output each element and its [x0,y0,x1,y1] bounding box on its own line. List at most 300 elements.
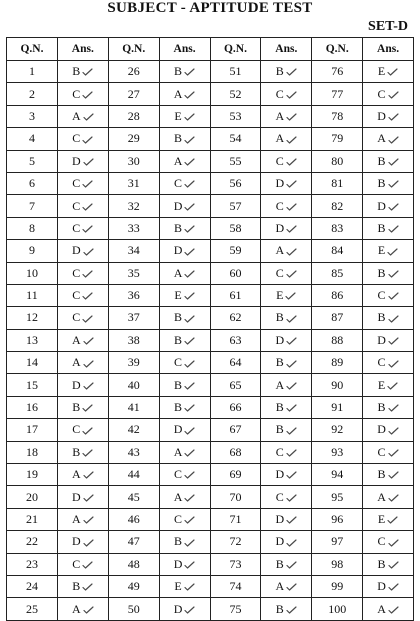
table-row [7,396,414,418]
check-mark-icon [184,561,195,569]
question-number: 65 [210,374,261,396]
question-number: 76 [312,61,363,83]
answer-cell [57,262,108,284]
header-qn: Q.N. [7,38,58,61]
answer-cell [363,575,414,597]
question-number: 4 [7,128,58,150]
answer-cell [159,329,210,351]
question-number: 72 [210,531,261,553]
table-row [7,195,414,217]
answer-cell [57,575,108,597]
answer-letter: A [173,444,183,459]
answer-letter: B [377,467,386,482]
question-number: 20 [7,486,58,508]
table-row [7,486,414,508]
question-number: 12 [7,307,58,329]
check-mark-icon [388,337,399,345]
answer-cell [57,553,108,575]
answer-cell [159,128,210,150]
answer-letter: C [72,422,81,437]
check-mark-icon [83,382,94,390]
question-number: 90 [312,374,363,396]
answer-cell [159,172,210,194]
answer-cell [261,172,312,194]
answer-letter: C [275,86,284,101]
check-mark-icon [82,404,93,412]
question-number: 53 [210,105,261,127]
answer-letter: B [174,377,183,392]
question-number: 61 [210,284,261,306]
check-mark-icon [286,516,297,524]
answer-letter: D [275,512,285,526]
check-mark-icon [387,382,398,390]
answer-cell [363,195,414,217]
question-number: 47 [108,531,159,553]
answer-letter: C [174,467,183,482]
answer-letter: A [275,131,285,146]
answer-letter: D [377,198,386,213]
check-mark-icon [388,561,399,569]
check-mark-icon [388,583,399,591]
answer-cell [363,352,414,374]
check-mark-icon [388,225,399,233]
question-number: 28 [108,105,159,127]
question-number: 1 [7,61,58,83]
question-number: 95 [312,486,363,508]
answer-cell [363,531,414,553]
check-mark-icon [286,449,297,457]
answer-cell [261,217,312,239]
question-number: 44 [108,464,159,486]
check-mark-icon [286,180,297,188]
answer-cell [57,531,108,553]
table-row [7,575,414,597]
check-mark-icon [184,315,195,323]
check-mark-icon [83,337,94,345]
answer-cell [363,150,414,172]
answer-letter: D [377,332,386,347]
question-number: 33 [108,217,159,239]
answer-letter: D [275,534,285,549]
answer-cell [363,486,414,508]
check-mark-icon [388,315,399,323]
answer-cell [159,464,210,486]
check-mark-icon [184,516,195,524]
answer-cell [363,329,414,351]
check-mark-icon [388,360,399,368]
answer-letter: B [72,64,81,79]
question-number: 42 [108,419,159,441]
question-number: 30 [108,150,159,172]
answer-cell [261,553,312,575]
page-title: SUBJECT - APTITUDE TEST [107,0,313,16]
answer-cell [159,508,210,530]
check-mark-icon [184,292,195,300]
table-row [7,419,414,441]
table-row [7,531,414,553]
answer-letter: B [275,556,284,571]
answer-letter: E [377,377,386,392]
check-mark-icon [286,68,297,76]
answer-cell [363,598,414,620]
answer-letter: C [72,556,81,571]
check-mark-icon [184,449,195,457]
header-ans: Ans. [363,38,414,61]
answer-letter: A [173,153,183,168]
question-number: 36 [108,284,159,306]
answer-cell [261,61,312,83]
answer-cell [261,419,312,441]
table-row [7,598,414,620]
check-mark-icon [83,158,94,166]
answer-cell [159,419,210,441]
answer-letter: C [72,220,81,235]
answer-letter: C [275,489,284,504]
answer-cell [261,105,312,127]
check-mark-icon [83,248,94,256]
question-number: 73 [210,553,261,575]
answer-cell [363,553,414,575]
answer-cell [57,240,108,262]
answer-letter: B [275,64,284,79]
answer-cell [261,598,312,620]
answer-letter: D [377,579,386,594]
check-mark-icon [184,471,195,479]
answer-cell [363,83,414,105]
question-number: 66 [210,396,261,418]
check-mark-icon [184,91,195,99]
question-number: 89 [312,352,363,374]
answer-letter: C [275,265,284,280]
answer-cell [57,128,108,150]
answer-letter: D [173,198,183,213]
question-number: 15 [7,374,58,396]
check-mark-icon [184,248,195,256]
answer-cell [261,195,312,217]
table-row [7,217,414,239]
question-number: 16 [7,396,58,418]
check-mark-icon [184,203,195,211]
question-number: 92 [312,419,363,441]
answer-cell [159,150,210,172]
table-row [7,307,414,329]
answer-letter: A [275,243,285,258]
question-number: 37 [108,307,159,329]
table-row [7,240,414,262]
question-number: 86 [312,284,363,306]
check-mark-icon [184,225,195,233]
answer-letter: A [71,467,81,482]
answer-letter: D [71,489,81,504]
question-number: 41 [108,396,159,418]
question-number: 83 [312,217,363,239]
question-number: 24 [7,575,58,597]
question-number: 3 [7,105,58,127]
answer-cell [159,262,210,284]
answer-cell [261,150,312,172]
question-number: 78 [312,105,363,127]
question-number: 100 [312,598,363,620]
check-mark-icon [184,382,195,390]
answer-cell [57,441,108,463]
answer-letter: A [275,108,285,123]
question-number: 85 [312,262,363,284]
answer-letter: C [275,444,284,459]
answer-letter: D [173,601,183,616]
answer-cell [57,464,108,486]
check-mark-icon [184,337,195,345]
question-number: 18 [7,441,58,463]
question-number: 29 [108,128,159,150]
check-mark-icon [83,113,94,121]
table-row [7,284,414,306]
answer-cell [159,531,210,553]
check-mark-icon [286,136,297,144]
answer-cell [261,128,312,150]
check-mark-icon [83,606,94,614]
check-mark-icon [184,270,195,278]
question-number: 50 [108,598,159,620]
check-mark-icon [388,136,399,144]
check-mark-icon [184,606,195,614]
answer-letter: B [377,220,386,235]
answer-letter: D [275,467,285,482]
answer-rows [7,61,414,621]
answer-cell [57,284,108,306]
check-mark-icon [388,180,399,188]
answer-letter: E [377,64,386,79]
answer-letter: A [275,579,285,594]
header-ans: Ans. [261,38,312,61]
question-number: 70 [210,486,261,508]
table-row [7,374,414,396]
question-number: 77 [312,83,363,105]
check-mark-icon [82,449,93,457]
check-mark-icon [286,337,297,345]
answer-letter: B [174,310,183,325]
check-mark-icon [82,225,93,233]
answer-cell [363,464,414,486]
question-number: 94 [312,464,363,486]
table-row [7,553,414,575]
answer-letter: C [174,512,183,526]
answer-letter: A [71,332,81,347]
answer-letter: C [377,288,386,303]
answer-letter: B [275,400,284,415]
answer-cell [159,441,210,463]
answer-letter: C [72,176,81,191]
answer-letter: D [275,176,285,191]
question-number: 49 [108,575,159,597]
check-mark-icon [82,203,93,211]
answer-letter: D [71,534,81,549]
answer-letter: C [377,534,386,549]
question-number: 25 [7,598,58,620]
answer-cell [57,150,108,172]
check-mark-icon [388,270,399,278]
answer-cell [159,598,210,620]
check-mark-icon [286,203,297,211]
question-number: 93 [312,441,363,463]
answer-cell [261,374,312,396]
answer-letter: B [72,444,81,459]
check-mark-icon [286,248,297,256]
answer-letter: E [377,243,386,258]
answer-letter: A [71,108,81,123]
answer-cell [57,307,108,329]
question-number: 39 [108,352,159,374]
answer-cell [363,441,414,463]
question-number: 32 [108,195,159,217]
question-number: 43 [108,441,159,463]
answer-letter: C [377,444,386,459]
check-mark-icon [184,404,195,412]
check-mark-icon [184,360,195,368]
check-mark-icon [286,471,297,479]
check-mark-icon [82,136,93,144]
question-number: 19 [7,464,58,486]
question-number: 23 [7,553,58,575]
answer-letter: D [173,422,183,437]
answer-letter: C [174,355,183,370]
answer-letter: D [377,422,386,437]
answer-cell [261,464,312,486]
question-number: 9 [7,240,58,262]
answer-cell [57,83,108,105]
answer-cell [159,396,210,418]
check-mark-icon [184,180,195,188]
answer-letter: D [275,332,285,347]
answer-letter: A [377,489,386,504]
answer-letter: B [174,220,183,235]
answer-letter: B [174,332,183,347]
check-mark-icon [286,158,297,166]
question-number: 14 [7,352,58,374]
question-number: 81 [312,172,363,194]
answer-letter: E [174,579,182,594]
answer-letter: C [72,310,81,325]
answer-letter: A [71,512,81,526]
question-number: 2 [7,83,58,105]
table-row [7,150,414,172]
answer-cell [57,105,108,127]
answer-cell [363,508,414,530]
question-number: 87 [312,307,363,329]
question-number: 64 [210,352,261,374]
answer-cell [159,284,210,306]
check-mark-icon [82,561,93,569]
answer-letter: B [377,310,386,325]
answer-letter: D [377,108,386,123]
check-mark-icon [184,158,195,166]
answer-letter: A [71,601,81,616]
answer-cell [363,262,414,284]
check-mark-icon [82,68,93,76]
answer-letter: E [377,512,386,526]
check-mark-icon [82,292,93,300]
answer-cell [363,105,414,127]
check-mark-icon [184,539,195,547]
answer-cell [261,284,312,306]
answer-letter: E [174,288,182,303]
answer-letter: C [275,153,284,168]
question-number: 79 [312,128,363,150]
answer-cell [159,195,210,217]
answer-letter: B [377,176,386,191]
answer-letter: A [173,86,183,101]
question-number: 59 [210,240,261,262]
check-mark-icon [286,270,297,278]
check-mark-icon [388,91,399,99]
answer-cell [363,374,414,396]
answer-cell [261,531,312,553]
check-mark-icon [184,427,195,435]
answer-cell [57,598,108,620]
answer-letter: B [377,556,386,571]
answer-letter: C [72,131,81,146]
answer-cell [363,217,414,239]
check-mark-icon [83,539,94,547]
answer-cell [57,352,108,374]
answer-cell [363,61,414,83]
question-number: 58 [210,217,261,239]
check-mark-icon [82,315,93,323]
answer-cell [159,240,210,262]
table-row [7,329,414,351]
table-row [7,508,414,530]
check-mark-icon [82,180,93,188]
check-mark-icon [184,494,195,502]
check-mark-icon [388,292,399,300]
answer-cell [159,307,210,329]
table-row [7,105,414,127]
answer-cell [159,352,210,374]
question-number: 88 [312,329,363,351]
check-mark-icon [184,113,195,121]
question-number: 60 [210,262,261,284]
answer-letter: D [71,153,81,168]
check-mark-icon [388,203,399,211]
question-number: 75 [210,598,261,620]
answer-cell [363,419,414,441]
question-number: 82 [312,195,363,217]
answer-letter: D [275,220,285,235]
answer-cell [261,307,312,329]
answer-cell [261,240,312,262]
check-mark-icon [184,583,195,591]
table-row [7,61,414,83]
check-mark-icon [184,136,195,144]
answer-cell [57,195,108,217]
answer-cell [57,508,108,530]
check-mark-icon [83,494,94,502]
check-mark-icon [388,113,399,121]
question-number: 91 [312,396,363,418]
check-mark-icon [286,382,297,390]
check-mark-icon [387,516,398,524]
answer-letter: A [377,601,386,616]
question-number: 35 [108,262,159,284]
answer-cell [363,240,414,262]
check-mark-icon [286,539,297,547]
answer-letter: C [377,86,386,101]
answer-letter: D [71,377,81,392]
answer-letter: B [377,265,386,280]
table-header-row [7,38,414,61]
answer-cell [261,575,312,597]
answer-letter: B [174,534,183,549]
question-number: 5 [7,150,58,172]
